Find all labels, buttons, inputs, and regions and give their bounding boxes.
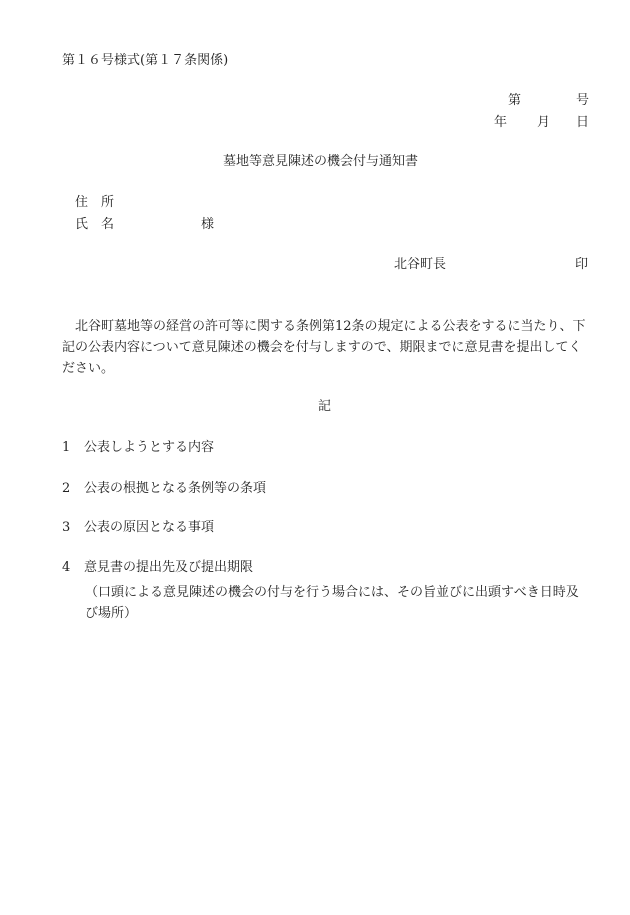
- date-year: 年: [494, 115, 508, 130]
- form-label: 第１６号様式(第１７条関係): [62, 53, 229, 68]
- address-label: 住 所: [75, 195, 115, 210]
- item-text: 公表しようとする内容: [84, 440, 215, 455]
- date-day: 日: [576, 115, 590, 130]
- item4-note: （口頭による意見陳述の機会の付与を行う場合には、その旨並びに出頭すべき日時及び場所）: [85, 585, 579, 621]
- item-number: 4: [62, 560, 71, 575]
- number-gou: 号: [576, 93, 590, 108]
- list-item: [62, 481, 266, 497]
- item-text: 公表の根拠となる条例等の条項: [84, 481, 267, 496]
- honorific-sama: 様: [201, 217, 215, 232]
- item-text: 意見書の提出先及び提出期限: [84, 560, 254, 575]
- date-month: 月: [537, 115, 551, 130]
- list-item: [62, 560, 253, 576]
- body-paragraph: 北谷町墓地等の経営の許可等に関する条例第12条の規定による公表をするに当たり、下記の公表内容について意見陳述の機会を付与しますので、期限までに意見書を提出してください。: [62, 319, 586, 376]
- item-text: 公表の原因となる事項: [84, 520, 215, 535]
- list-item: [62, 440, 214, 456]
- number-dai: 第: [508, 93, 522, 108]
- document-title: 墓地等意見陳述の機会付与通知書: [223, 154, 419, 169]
- list-item: [62, 520, 214, 536]
- item-number: 2: [62, 481, 71, 496]
- name-label: 氏 名: [75, 217, 115, 232]
- item-number: 1: [62, 440, 71, 455]
- ki-heading: 記: [318, 399, 332, 414]
- seal-mark: 印: [575, 257, 589, 272]
- item-number: 3: [62, 520, 71, 535]
- sender-office: 北谷町長: [394, 257, 447, 272]
